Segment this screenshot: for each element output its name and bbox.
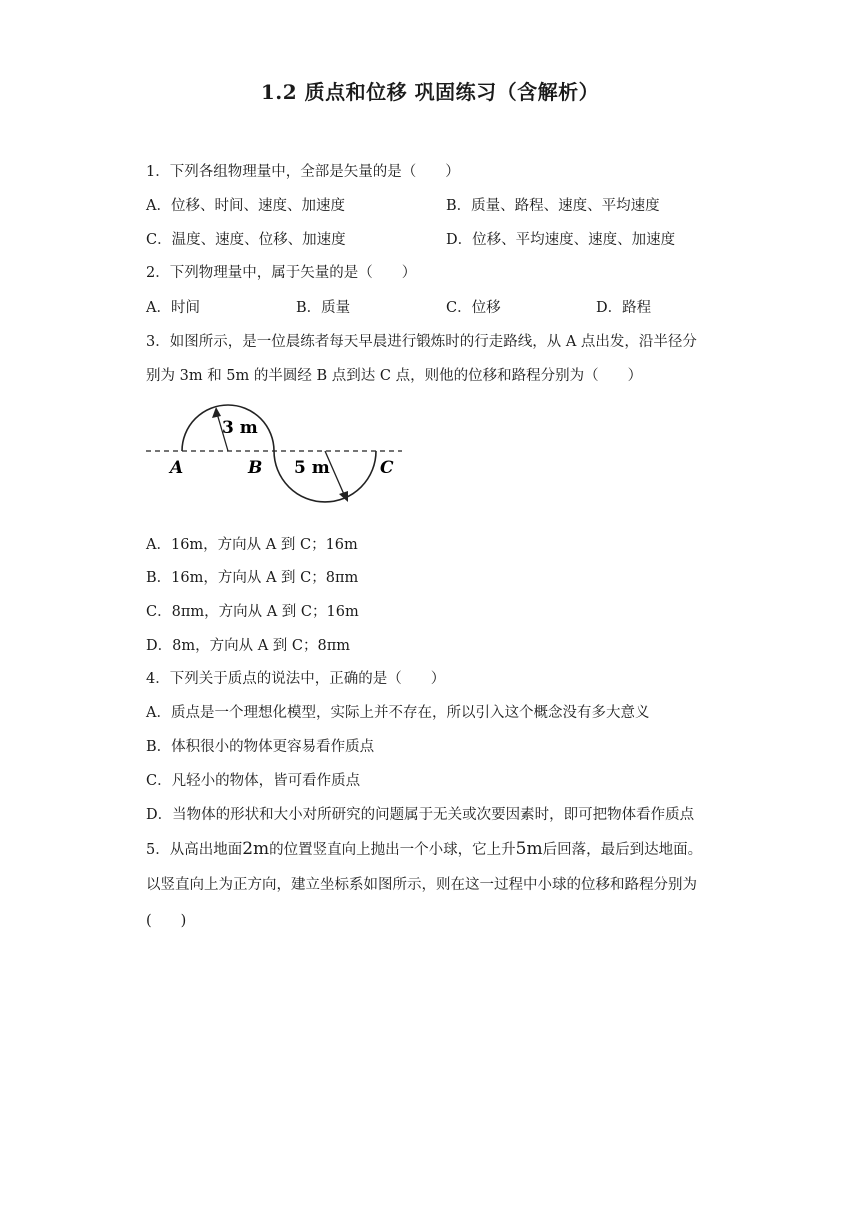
q4-option-a: A．质点是一个理想化模型，实际上并不存在，所以引入这个概念没有多大意义	[146, 705, 650, 721]
q4-option-c: C．凡轻小的物体，皆可看作质点	[146, 773, 361, 789]
q1-option-c: C．温度、速度、位移、加速度	[146, 232, 346, 248]
q3-path-figure	[140, 398, 410, 510]
label-c: C	[380, 458, 394, 478]
q5-text-2: 的位置竖直向上抛出一个小球，它上升	[269, 842, 516, 858]
label-b: B	[248, 458, 263, 478]
q5-stem-line1	[146, 839, 702, 860]
q2-stem: 2．下列物理量中，属于矢量的是（ ）	[146, 265, 417, 281]
q4-stem: 4．下列关于质点的说法中，正确的是（ ）	[146, 671, 446, 687]
q5-stem-line3: ( )	[146, 913, 187, 929]
q3-option-b: B．16m，方向从 A 到 C；8πm	[146, 570, 359, 586]
q5-text-1: 5．从高出地面	[146, 842, 243, 858]
label-3m: 3 m	[222, 418, 258, 438]
q1-option-a: A．位移、时间、速度、加速度	[146, 198, 345, 214]
q4-option-d: D．当物体的形状和大小对所研究的问题属于无关或次要因素时，即可把物体看作质点	[146, 807, 695, 823]
label-5m: 5 m	[294, 458, 330, 478]
q3-stem-line1: 3．如图所示，是一位晨练者每天早晨进行锻炼时的行走路线，从 A 点出发，沿半径分	[146, 334, 697, 350]
q3-option-d: D．8m，方向从 A 到 C；8πm	[146, 638, 350, 654]
q3-option-c: C．8πm，方向从 A 到 C；16m	[146, 604, 359, 620]
q3-stem-line2: 别为 3m 和 5m 的半圆经 B 点到达 C 点，则他的位移和路程分别为（ ）	[146, 368, 643, 384]
q3-option-a: A．16m，方向从 A 到 C；16m	[146, 537, 358, 553]
q5-stem-line2: 以竖直向上为正方向，建立坐标系如图所示，则在这一过程中小球的位移和路程分别为	[146, 877, 697, 893]
q5-text-3: 后回落，最后到达地面。	[542, 842, 703, 858]
q2-option-c: C．位移	[446, 300, 501, 316]
page-title: 1.2 质点和位移 巩固练习（含解析）	[260, 80, 600, 104]
q5-rise: 5m	[515, 839, 543, 859]
q5-height: 2m	[242, 839, 270, 859]
label-a: A	[170, 458, 184, 478]
q2-option-d: D．路程	[596, 300, 652, 316]
q4-option-b: B．体积很小的物体更容易看作质点	[146, 739, 375, 755]
q2-option-a: A．时间	[146, 300, 200, 316]
q1-option-d: D．位移、平均速度、速度、加速度	[446, 232, 676, 248]
q2-option-b: B．质量	[296, 300, 351, 316]
q1-option-b: B．质量、路程、速度、平均速度	[446, 198, 660, 214]
q1-stem: 1．下列各组物理量中，全部是矢量的是（ ）	[146, 164, 460, 180]
arrowhead-small	[212, 407, 221, 418]
